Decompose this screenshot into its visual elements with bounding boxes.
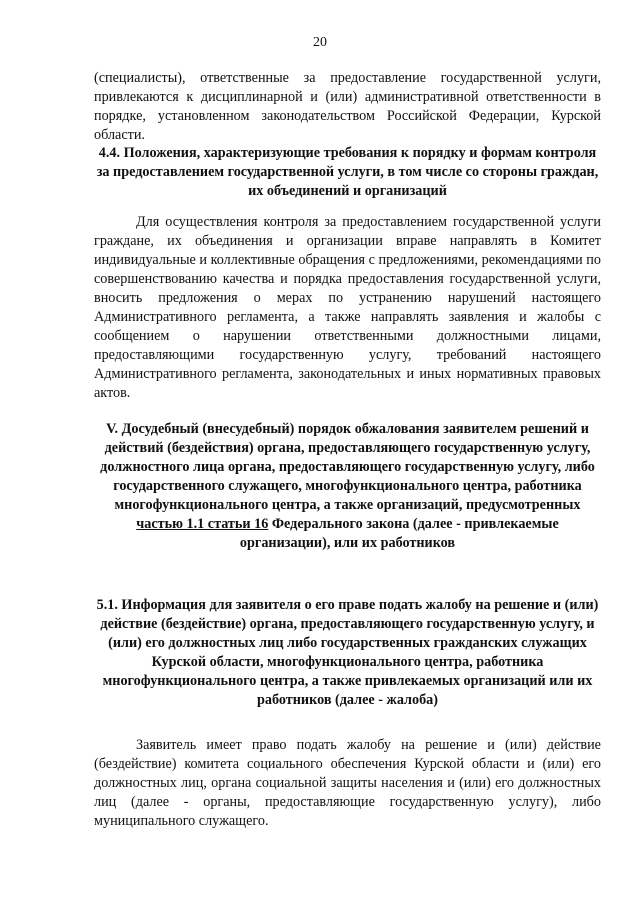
page-number: 20 [313, 35, 327, 50]
paragraph-complaint-right: Заявитель имеет право подать жалобу на решение и (или) действие (бездействие) комитета социального обеспечения Курской области и (или) его должностных лиц, органа социальной защиты населения и (или) его должностных лиц (далее - органы, предоставляющие государственную услугу), либо муниципального служащего. [94, 737, 601, 829]
law-reference-link[interactable]: частью 1.1 статьи 16 [136, 516, 269, 532]
paragraph-liability: (специалисты), ответственные за предоставление государственной услуги, привлекаются к дисциплинарной и (или) административной ответственности в порядке, установленном законодательством Российской Федерации, Курской области. [94, 70, 601, 143]
chapter-heading-v-text: V. Досудебный (внесудебный) порядок обжалования заявителем решений и действий (бездействия) органа, предоставляющего государственную услугу, должностного лица органа, предоставляющего государственную услугу, либо государственного служащего, многофункционального центра, работника многофункционального центра, а также организаций, предусмотренных [100, 421, 595, 513]
section-heading-4-4: 4.4. Положения, характеризующие требования к порядку и формам контроля за предоставлением государственной услуги, в том числе со стороны граждан, их объединений и организаций [96, 145, 599, 199]
section-heading-5-1: 5.1. Информация для заявителя о его праве подать жалобу на решение и (или) действие (бездействие) органа, предоставляющего государственную услугу, и (или) его должностных лиц либо государственных гражданских служащих Курской области, многофункционального центра, работника многофункционального центра, а также привлекаемых организаций или их работников (далее - жалоба) [96, 597, 599, 708]
paragraph-control: Для осуществления контроля за предоставлением государственной услуги граждане, их объединения и организации вправе направлять в Комитет индивидуальные и коллективные обращения с предложениями, рекомендациями по совершенствованию качества и порядка предоставления государственной услуги, вносить предложения о мерах по устранению нарушений настоящего Административного регламента, а также направлять заявления и жалобы с сообщением о нарушении ответственными должностными лицами, предоставляющими государственную услугу, требований настоящего Административного регламента, законодательных и иных нормативных правовых актов. [94, 214, 601, 401]
chapter-heading-v-text-end: Федерального закона (далее - привлекаемые организации), или их работников [239, 516, 559, 551]
chapter-heading-v [94, 420, 601, 553]
